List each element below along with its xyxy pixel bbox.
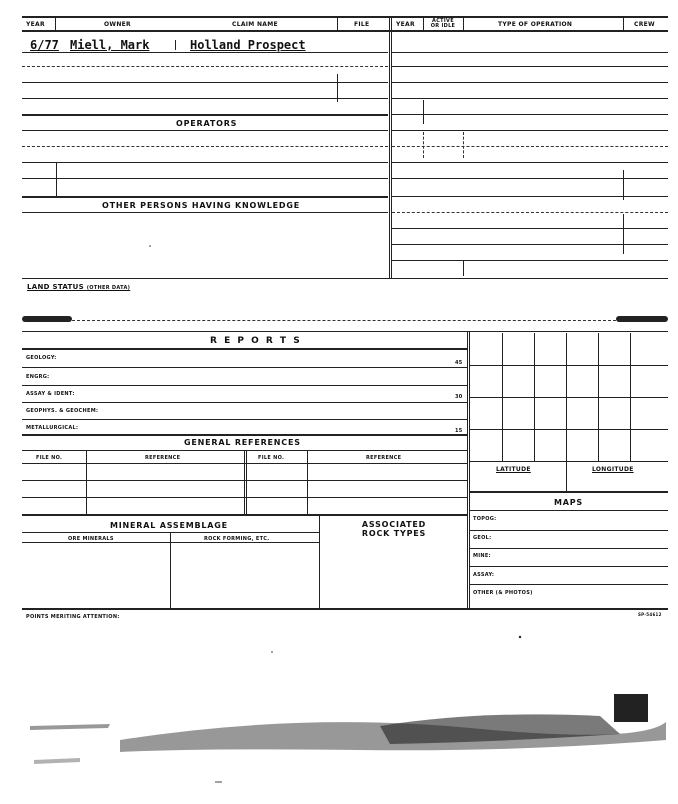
scan-dot	[519, 636, 521, 638]
map-mine: MINE:	[473, 553, 491, 559]
other-persons-heading: OTHER PERSONS HAVING KNOWLEDGE	[102, 201, 300, 210]
ref-col-file-no: FILE NO.	[36, 455, 63, 461]
report-metallurgical: METALLURGICAL:	[26, 425, 79, 431]
report-geophys: GEOPHYS. & GEOCHEM:	[26, 408, 99, 414]
header-year-2: YEAR	[396, 21, 415, 28]
longitude-label: LONGITUDE	[592, 466, 634, 473]
associated-rock-types-heading: ASSOCIATED ROCK TYPES	[361, 520, 427, 538]
report-scale-45: 45	[455, 360, 463, 366]
maps-heading: MAPS	[554, 498, 583, 507]
ref-col-reference: REFERENCE	[145, 455, 181, 461]
form-number: SP-54612	[638, 612, 662, 617]
rock-forming-col: ROCK FORMING, ETC.	[204, 536, 270, 542]
operators-heading: OPERATORS	[176, 119, 238, 128]
entry-claim: Holland Prospect	[190, 38, 306, 52]
report-geology: GEOLOGY:	[26, 355, 57, 361]
entry-owner: Miell, Mark	[70, 38, 150, 52]
entry-date: 6/77	[30, 38, 59, 52]
general-references-heading: GENERAL REFERENCES	[184, 438, 301, 447]
map-other-photos: OTHER (& PHOTOS)	[473, 590, 533, 596]
points-meriting-attention: POINTS MERITING ATTENTION:	[26, 614, 120, 620]
header-claim-name: CLAIM NAME	[232, 21, 278, 28]
ref-col-reference-2: REFERENCE	[366, 455, 402, 461]
map-assay: ASSAY:	[473, 572, 495, 578]
header-type-of-operation: TYPE OF OPERATION	[498, 21, 573, 28]
report-assay: ASSAY & IDENT:	[26, 391, 75, 397]
latitude-label: LATITUDE	[496, 466, 531, 473]
scan-streak-4	[34, 758, 80, 764]
scan-blot	[614, 694, 648, 722]
mineral-assemblage-heading: MINERAL ASSEMBLAGE	[110, 521, 228, 530]
report-scale-15: 15	[455, 428, 463, 434]
header-crew: CREW	[634, 21, 655, 28]
header-file: FILE	[354, 21, 370, 28]
header-active-idle: ACTIVE OR IDLE	[430, 18, 456, 29]
header-owner: OWNER	[104, 21, 131, 28]
report-engrg: ENGRG:	[26, 374, 50, 380]
land-status-label: LAND STATUS	[27, 283, 84, 291]
report-scale-30: 30	[455, 394, 463, 400]
land-status-sub: (OTHER DATA)	[86, 285, 131, 291]
header-year: YEAR	[26, 21, 45, 28]
scan-streak-3	[30, 724, 110, 730]
scan-dot-2	[271, 651, 273, 653]
map-geol: GEOL:	[473, 535, 492, 541]
ref-col-file-no-2: FILE NO.	[258, 455, 285, 461]
map-topog: TOPOG:	[473, 516, 497, 522]
ore-minerals-col: ORE MINERALS	[68, 536, 114, 542]
reports-heading: R E P O R T S	[210, 336, 302, 346]
scan-dot-3	[149, 245, 151, 247]
